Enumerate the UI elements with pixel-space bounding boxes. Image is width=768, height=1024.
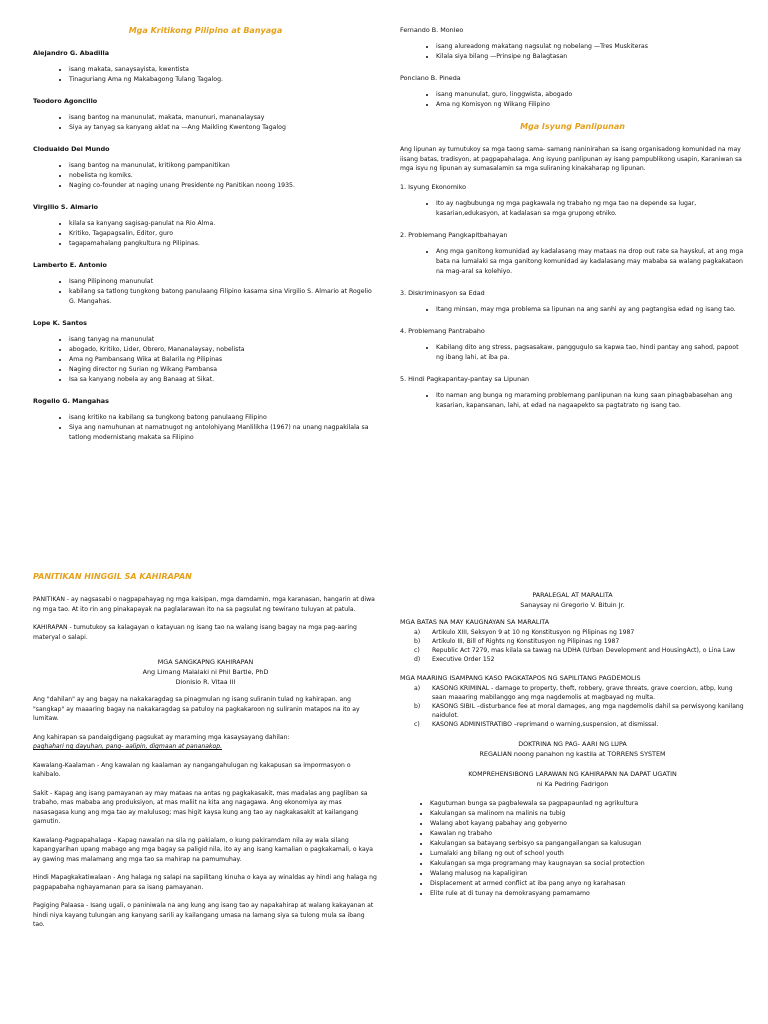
critic-description-item: • Naging director ng Surian ng Wikang Pambansa	[69, 365, 378, 375]
critic-name: Alejandro G. Abadilla	[33, 49, 110, 57]
cases-text: KASONG KRIMINAL - damage to property, theft, robbery, grave threats, grave coercion, atbp, kung saan maaaring mabilanggo ang mga nagdemolis at magbayad ng multa.	[432, 685, 733, 701]
cases-marker: b)	[414, 703, 421, 710]
critic-description-item: • isang alureadong makatang nagsulat ng nobelang —Tres Muskiteras	[436, 42, 745, 52]
paralegal-title: PARALEGAL AT MARALITA	[532, 591, 613, 599]
ingredients-byline-2: Dionisio R. Vitaa III	[175, 678, 236, 686]
laws-text: Artikulo III, Bill of Rights ng Konstitusyon ng Pilipinas ng 1987	[432, 638, 620, 645]
issue-description: • Ang mga ganitong komunidad ay kadalasang may mataas na drop out rate sa hayskul, at ang mga bata na lumalaki sa mga ganitong komunidad ay kadalasang may mababa sa walang pagkakataon na mag-aral sa kolehiyo.	[436, 247, 745, 277]
poverty-root-item: • Kakulangan sa batayang serbisyo sa pangangailangan sa kalusugan	[430, 839, 745, 849]
critic-description-item: • Kilala siya bilang —Prinsipe ng Balagtasan	[436, 52, 745, 62]
critic-description-item: • isang kritiko na kabilang sa tungkong batong panulaang Filipino	[69, 413, 378, 423]
issue-heading: 3. Diskriminasyon sa Edad	[400, 288, 485, 297]
poverty-root-item: • Kakulangan sa mga programang may kaugnayan sa social protection	[430, 859, 745, 869]
apathy-paragraph: Kawalang-Pagpapahalaga - Kapag nawalan na sila ng pakialam, o kung pakiramdam nila ay wala silang kapangyarihan upang mabago ang mga bagay sa paligid nila, ito ay ang isang kamalian o pagkakamali, o kaya ay gawing mas malamang ang mga tao sa mahirap na pamumuhay.	[33, 836, 374, 863]
critic-description-item: • Kritiko, Tagapagsalin, Editor, guro	[69, 229, 378, 239]
issue-heading: 2. Problemang Pangkapitbahayan	[400, 230, 508, 239]
doctrine-subtitle: REGALIAN noong panahon ng kastila at TORRENS SYSTEM	[479, 750, 666, 758]
poverty-literature-column	[33, 572, 378, 939]
critic-description-list	[33, 161, 378, 191]
poverty-root-item: • Kakulangan sa malinom na malinis na tubig	[430, 809, 745, 819]
cases-heading: MGA MAARING ISAMPANG KASO PAGKATAPOS NG SAPILITANG PAGDEMOLIS	[400, 674, 641, 682]
critic-name: Clodualdo Del Mundo	[33, 145, 110, 153]
laws-text: Republic Act 7279, mas kilala sa tawag na UDHA (Urban Development and HousingAct), o Lina Law	[432, 647, 736, 654]
critic-description-item: • Isang Pilipinong manunulat	[69, 277, 378, 287]
issue-description: • Ito ay nagbubunga ng mga pagkawala ng trabaho ng mga tao na depende sa lugar, kasarian,edukasyon, at kadalasan sa mga grupong etniko.	[436, 199, 745, 219]
critic-name: Rogelio G. Mangahas	[33, 397, 109, 405]
cases-item	[414, 702, 745, 720]
critic-description-item: • tagapamahalang pangkultura ng Pilipinas.	[69, 239, 378, 249]
laws-item	[414, 628, 745, 637]
cases-marker: c)	[414, 721, 420, 728]
critics-column-left	[33, 26, 378, 455]
critic-description-item: • abogado, Kritiko, Lider, Obrero, Mananalaysay, nobelista	[69, 345, 378, 355]
laws-text: Executive Order 152	[432, 656, 495, 663]
cause-paragraph: Ang "dahilan" ay ang bagay na nakakaragdag sa pinagmulan ng isang suliranin tulad ng kahirapan. ang "sangkap" ay maaaring bagay na nakakaragdag sa patuloy na pagkakaroon ng suliranin matapos na ito ay lumitaw.	[33, 696, 360, 722]
ingredients-title: MGA SANGKAPNG KAHIRAPAN	[157, 658, 254, 666]
issue-description-list	[400, 391, 745, 411]
critic-description-item: • Siya ang namuhunan at namatnugot ng antolohiyang Manlilikha (1967) na unang nagpakilala sa tatlong modernistang makata sa Filipino	[69, 423, 378, 443]
issue-description-list	[400, 199, 745, 219]
laws-marker: b)	[414, 638, 421, 645]
critic-description-list	[33, 277, 378, 307]
cases-text: KASONG ADMINISTRATIBO –reprimand o warning,suspension, at dismissal.	[432, 721, 659, 728]
poverty-root-item: • Displacement at armed conflict at iba pang anyo ng karahasan	[430, 879, 745, 889]
poverty-root-item: • Kawalan ng trabaho	[430, 829, 745, 839]
critic-description-item: • Isa sa kanyang nobela ay ang Banaag at Sikat.	[69, 375, 378, 385]
critic-description-item: • isang manunulat, guro, linggwista, abogado	[436, 90, 745, 100]
critic-description-item: • isang bantog na manunulat, kritikong pampanitikan	[69, 161, 378, 171]
critic-description-list	[400, 42, 745, 62]
laws-text: Artikulo XIII, Seksyon 9 at 10 ng Konstitusyon ng Pilipinas ng 1987	[432, 629, 635, 636]
kahirapan-definition: KAHIRAPAN - tumutukoy sa kalagayan o katayuan ng isang tao na walang isang bagay na mga pag-aaring materyal o salapi.	[33, 624, 357, 641]
critic-description-item: • isang bantog na manunulat, makata, manunuri, mananalaysay	[69, 113, 378, 123]
critic-description-list	[33, 413, 378, 443]
laws-marker: a)	[414, 629, 421, 636]
critic-description-list	[33, 219, 378, 249]
laws-item	[414, 637, 745, 646]
laws-heading: MGA BATAS NA MAY KAUGNAYAN SA MARALITA	[400, 618, 550, 626]
social-issues-title: Mga Isyung Panlipunan	[520, 122, 625, 131]
critic-name: Fernando B. Monleo	[400, 26, 464, 34]
issue-heading: 5. Hindi Pagkapantay-pantay sa Lipunan	[400, 374, 530, 383]
critic-name: Lamberto E. Antonio	[33, 261, 107, 269]
laws-marker: d)	[414, 656, 421, 663]
critic-description-item: • isang makata, sanaysayista, kwentista	[69, 65, 378, 75]
poverty-root-item: • Elite rule at di tunay na demokrasyang pamamamo	[430, 889, 745, 899]
poverty-root-item: • Walang abot kayang pabahay ang gobyerno	[430, 819, 745, 829]
comprehensive-byline: ni Ka Pedring Fadrigon	[536, 780, 609, 788]
panitikan-definition: PANITIKAN - ay nagsasabi o nagpapahayag ng mga kaisipan, mga damdamin, mga karanasan, hangarin at diwa ng mga tao. At ito rin ang pinakapayak na paglalarawan ito na sa pagsulat ng tewirano tuluyan at patula.	[33, 596, 375, 613]
critics-column-right	[400, 26, 745, 423]
social-issues-list	[400, 183, 745, 411]
laws-list	[400, 628, 745, 664]
cases-list	[400, 684, 745, 729]
critic-description-list	[33, 335, 378, 385]
issue-heading: 4. Problemang Pantrabaho	[400, 326, 485, 335]
critic-name: Virgilio S. Almario	[33, 203, 99, 211]
critic-description-item: • kilala sa kanyang sagisag-panulat na Rio Alma.	[69, 219, 378, 229]
critic-description-list	[33, 65, 378, 85]
critic-description-item: • Ama ng Pambansang Wika at Balarila ng Pilipinas	[69, 355, 378, 365]
doctrine-title: DOKTRINA NG PAG- AARI NG LUPA	[518, 740, 627, 748]
issue-heading: 1. Isyung Ekonomiko	[400, 182, 467, 191]
history-causes: paghahari ng dayuhan, pang- aalipin, digmaan at pananakop.	[33, 743, 223, 750]
history-paragraph: Ang kahirapan sa pandaigdigang pagsukat ay maraming mga kasaysayang dahilan:	[33, 733, 290, 741]
critic-description-item: • Tinaguriang Ama ng Makabagong Tulang Tagalog.	[69, 75, 378, 85]
paralegal-byline: Sanaysay ni Gregorio V. Bituin Jr.	[520, 601, 625, 609]
laws-item	[414, 655, 745, 664]
issue-description: • Kabilang dito ang stress, pagsasakaw, panggugulo sa kapwa tao, hindi pantay ang sahod, papoot ng ibang lahi, at iba pa.	[436, 343, 745, 363]
poverty-roots-list	[400, 799, 745, 899]
critics-list-continued	[400, 26, 745, 110]
critics-title: Mga Kritikong Pilipino at Banyaga	[128, 26, 283, 35]
critic-name: Ponciano B. Pineda	[400, 74, 461, 82]
paralegal-column	[400, 590, 745, 911]
critic-description-list	[33, 113, 378, 133]
poverty-root-item: • Lumalaki ang bilang ng out of school youth	[430, 849, 745, 859]
laws-item	[414, 646, 745, 655]
ingredients-byline-1: Ang Limang Malalaki ni Phil Bartle, PhD	[142, 668, 269, 676]
poverty-root-item: • Walang malusog na kapaligiran	[430, 869, 745, 879]
dishonesty-paragraph: Hindi Mapagkakatiwalaan - Ang halaga ng salapi na sapilitang kinuha o kaya ay winaldas ay hindi ang halaga ng pagpapabaha nghayamanan para sa isang pamayanan.	[33, 874, 377, 891]
cases-text: KASONG SIBIL –disturbance fee at moral damages, ang mga nagdemolis dahil sa perwisyong kanilang naidulot.	[432, 703, 744, 719]
ignorance-paragraph: Kawalang-Kaalaman - Ang kawalan ng kaalaman ay nangangahulugan ng kakapusan sa impormasyon o kahibalo.	[33, 761, 351, 778]
critic-description-item: • kabilang sa tatlong tungkong batong panulaang Filipino kasama sina Virgilio S. Almario at Rogelio G. Mangahas.	[69, 287, 378, 307]
disease-paragraph: Sakit - Kapag ang isang pamayanan ay may mataas na antas ng pagkakasakit, mas madalas ang pagliban sa trabaho, mas mababa ang produksiyon, at mas maliit na kita ang nagagawa. Ang ekonomiya ay mas nasasagasa kung ang mga tao ay malulusog; mas higit kaysa kung ang tao ay nagkakasakit at kailangang gamutin.	[33, 789, 368, 825]
critics-list	[33, 49, 378, 443]
critic-description-list	[400, 90, 745, 110]
issue-description: • Itang minsan, may mga problema sa lipunan na ang sanhi ay ang pagtangisa edad ng isang tao.	[436, 305, 745, 315]
poverty-literature-title: PANITIKAN HINGGIL SA KAHIRAPAN	[33, 572, 192, 581]
critic-name: Teodoro Agoncillo	[33, 97, 98, 105]
issue-description-list	[400, 343, 745, 363]
critic-name: Lope K. Santos	[33, 319, 87, 327]
critic-description-item: • Naging co-founder at naging unang Presidente ng Panitikan noong 1935.	[69, 181, 378, 191]
comprehensive-title: KOMPREHENSIBONG LARAWAN NG KAHIRAPAN NA DAPAT UGATIN	[468, 770, 677, 778]
cases-marker: a)	[414, 685, 421, 692]
cases-item	[414, 684, 745, 702]
laws-marker: c)	[414, 647, 420, 654]
critic-description-item: • Ama ng Komisyon ng Wikang Filipino	[436, 100, 745, 110]
cases-item	[414, 720, 745, 729]
issue-description-list	[400, 305, 745, 315]
issue-description: • Ito naman ang bunga ng maraming problemang panlipunan na kung saan pinagbabasehan ang kasarian, kapansanan, lahi, at edad na nagaapekto sa pagtatrato ng isang tao.	[436, 391, 745, 411]
social-issues-intro: Ang lipunan ay tumutukoy sa mga taong sama- samang naninirahan sa isang organisadong komunidad na may iisang batas, tradisyon, at pagpapahalaga. Ang isyung panlipunan ay isang pampublikong usapin, Karaniwan sa mga isyu ng lipunan ay sumasalamin sa mga suliraning kinakaharap ng lipunan.	[400, 146, 742, 172]
dependency-paragraph: Pagiging Palaasa - Isang ugali, o paniniwala na ang kung ang isang tao ay napakahirap at walang kakayanan at hindi niya kayang tulungan ang kanyang sarili ay kailangang umasa na lamang siya sa tulong mula sa ibang tao.	[33, 902, 374, 928]
poverty-root-item: • Kagutuman bunga sa pagbalewala sa pagpapaunlad ng agrikultura	[430, 799, 745, 809]
critic-description-item: • Siya ay tanyag sa kanyang aklat na —Ang Maikling Kwentong Tagalog	[69, 123, 378, 133]
issue-description-list	[400, 247, 745, 277]
critic-description-item: • isang tanyag na manunulat	[69, 335, 378, 345]
critic-description-item: • nobelista ng komiks.	[69, 171, 378, 181]
